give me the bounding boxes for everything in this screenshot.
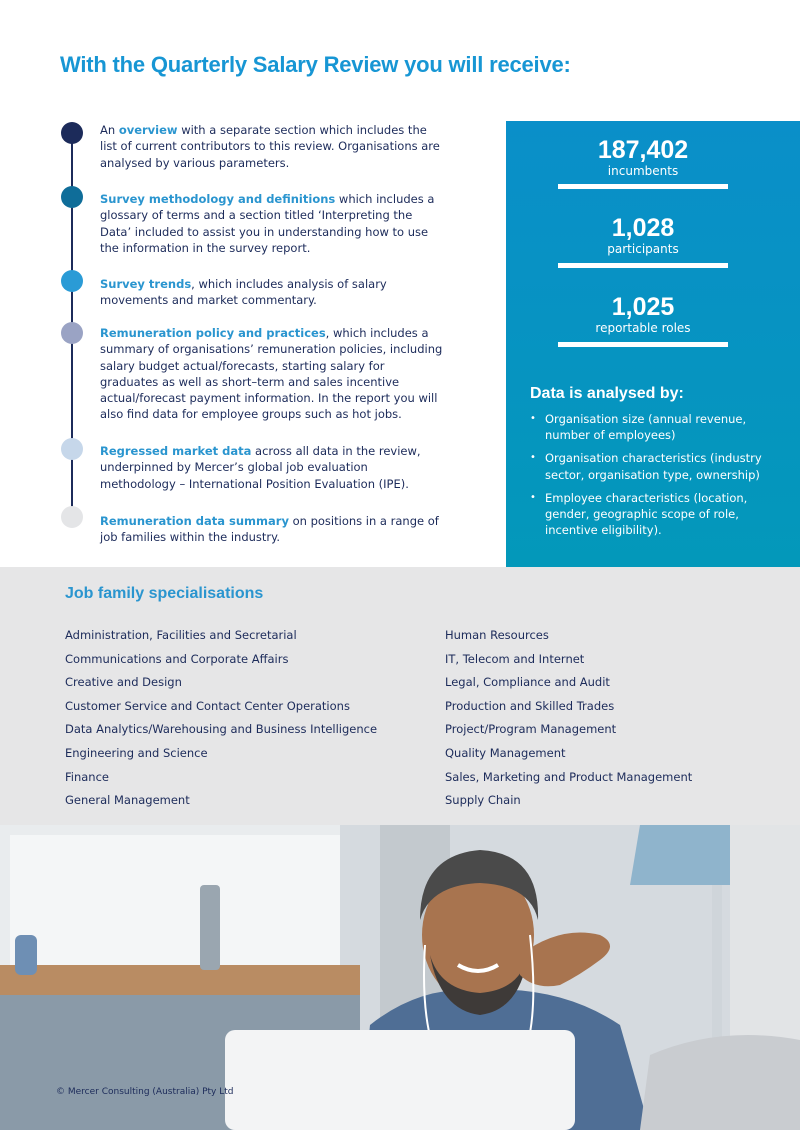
- list-item: Supply Chain: [445, 793, 521, 808]
- stats-panel: [506, 121, 800, 567]
- list-item-text: Employee characteristics (location, gender, geographic scope of role, incentive eligibility).: [545, 490, 748, 538]
- item-text: with a separate section which includes the list of current contributors to this review. Organisations are analysed by various parameters.: [100, 123, 440, 170]
- list-item: [530, 411, 780, 443]
- job-family-list-right: [445, 624, 692, 813]
- timeline-item-methodology: [100, 191, 445, 256]
- copyright-text: © Mercer Consulting (Australia) Pty Ltd: [56, 1087, 234, 1097]
- list-item-text: Organisation characteristics (industry sector, organisation type, ownership): [545, 451, 762, 482]
- list-item: IT, Telecom and Internet: [445, 651, 585, 666]
- stat-label: participants: [607, 242, 679, 256]
- item-highlight: Remuneration policy and practices: [100, 326, 326, 340]
- timeline-item-regressed-data: [100, 443, 445, 492]
- photo-man-with-laptop: [0, 825, 800, 1130]
- list-item: Creative and Design: [65, 675, 182, 690]
- stat-reportable-roles: [506, 293, 780, 336]
- job-family-heading: Job family specialisations: [65, 585, 264, 602]
- item-text: across all data in the review, underpinned by Mercer’s global job evaluation methodology – International Position Evaluation (IPE).: [100, 444, 421, 491]
- job-family-list-left: [65, 624, 377, 813]
- photo-illustration: [0, 825, 800, 1130]
- stat-divider: [558, 342, 728, 347]
- timeline-dot: [61, 506, 83, 528]
- list-item: Production and Skilled Trades: [445, 698, 615, 713]
- list-item: Finance: [65, 769, 109, 784]
- list-item: Data Analytics/Warehousing and Business Intelligence: [65, 722, 378, 737]
- list-item: [530, 450, 780, 482]
- list-item: General Management: [65, 793, 190, 808]
- bullet: •: [530, 452, 536, 464]
- item-highlight: Regressed market data: [100, 444, 252, 458]
- list-item: Engineering and Science: [65, 745, 208, 760]
- bullet: •: [530, 491, 536, 503]
- list-item: Customer Service and Contact Center Operations: [65, 698, 350, 713]
- stat-divider: [558, 184, 728, 189]
- list-item-text: Organisation size (annual revenue, number of employees): [545, 412, 747, 443]
- item-highlight: Remuneration data summary: [100, 514, 289, 528]
- analysed-list: [530, 411, 780, 545]
- timeline-item-data-summary: [100, 513, 445, 546]
- item-highlight: overview: [118, 123, 178, 137]
- item-highlight: Survey trends: [100, 277, 192, 291]
- stat-value: 187,402: [597, 136, 689, 164]
- list-item: Human Resources: [445, 628, 549, 642]
- item-text: , which includes analysis of salary movements and market commentary.: [100, 277, 387, 308]
- stat-label: incumbents: [607, 164, 679, 178]
- list-item: Quality Management: [445, 745, 566, 760]
- list-item: Administration, Facilities and Secretarial: [65, 628, 297, 642]
- timeline-dot: [61, 270, 83, 292]
- list-item: Legal, Compliance and Audit: [445, 675, 610, 690]
- timeline-dot: [61, 122, 83, 144]
- timeline-item-overview: [100, 122, 445, 171]
- list-item: Sales, Marketing and Product Management: [445, 769, 693, 784]
- item-text: which includes a glossary of terms and a section titled ‘Interpreting the Data’ included to assist you in understanding how to use the information in the survey report.: [100, 192, 435, 255]
- stat-divider: [558, 263, 728, 268]
- stat-incumbents: [506, 136, 780, 179]
- list-item: Project/Program Management: [445, 722, 617, 737]
- timeline-dot: [61, 322, 83, 344]
- item-highlight: Survey methodology and definitions: [100, 192, 336, 206]
- stat-participants: [506, 214, 780, 257]
- bullet: •: [530, 413, 536, 424]
- analysed-heading: Data is analysed by:: [530, 385, 684, 402]
- stat-value: 1,025: [611, 293, 675, 321]
- timeline-item-remuneration-policy: [100, 325, 445, 423]
- item-text: on positions in a range of job families within the industry.: [100, 514, 439, 545]
- stat-label: reportable roles: [595, 321, 691, 335]
- stat-value: 1,028: [611, 214, 675, 242]
- job-family-section: [0, 567, 800, 825]
- timeline-item-trends: [100, 276, 445, 309]
- list-item: Communications and Corporate Affairs: [65, 651, 289, 666]
- list-item: [530, 490, 780, 539]
- timeline-dot: [61, 438, 83, 460]
- page-title: With the Quarterly Salary Review you will receive:: [60, 52, 571, 77]
- item-text: , which includes a summary of organisations’ remuneration policies, including salary budget actual/forecasts, starting salary for graduates as well as short–term and sales incentive actual/forecast payment information. In the report you will also find data for employee groups such as hot jobs.: [100, 326, 443, 422]
- item-prefix: An: [100, 123, 119, 137]
- timeline-dot: [61, 186, 83, 208]
